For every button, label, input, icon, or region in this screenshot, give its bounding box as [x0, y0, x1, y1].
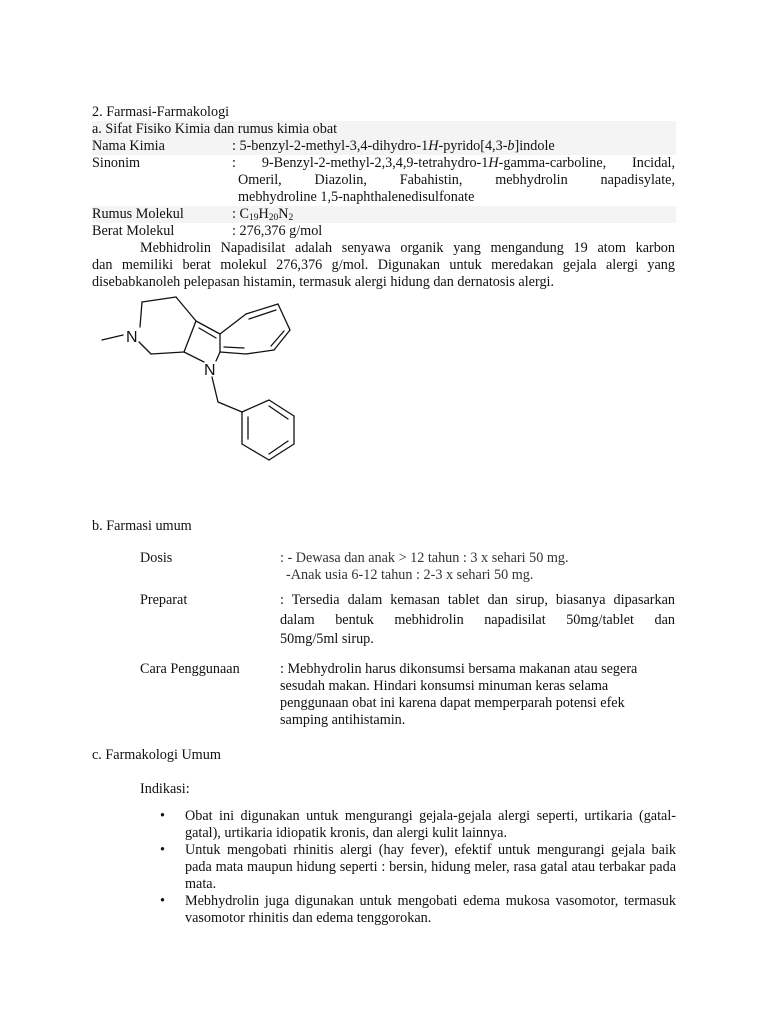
atom-n-indole: N	[204, 362, 216, 379]
berat-molekul-label: Berat Molekul	[92, 223, 175, 239]
cara-penggunaan-label: Cara Penggunaan	[140, 661, 240, 677]
indikasi-item-text: Mebhydrolin juga digunakan untuk mengobati edema mukosa vasomotor, termasuk vasomotor rhinitis dan edema tenggorokan.	[185, 893, 676, 926]
paragraph-line-2: dan memiliki berat molekul 276,376 g/mol. Digunakan untuk meredakan gejala alergi yang	[92, 257, 675, 273]
methyl-bond	[102, 335, 123, 340]
mebhydrolin-structure	[96, 284, 306, 470]
subsection-a-title: a. Sifat Fisiko Kimia dan rumus kimia obat	[92, 121, 338, 137]
dosis-line-1: : - Dewasa dan anak > 12 tahun : 3 x sehari 50 mg.	[280, 550, 569, 566]
cara-line-1: : Mebhydrolin harus dikonsumsi bersama makanan atau segera	[280, 661, 638, 677]
rumus-molekul-value: : $C_{19}H_{20}N_2$	[232, 206, 294, 223]
atom-n-ring: N	[126, 329, 138, 346]
cara-line-4: samping antihistamin.	[280, 712, 406, 728]
list-item	[140, 842, 676, 893]
bullet-icon: •	[160, 842, 165, 858]
section-title: 2. Farmasi-Farmakologi	[92, 104, 230, 120]
nama-kimia-label: Nama Kimia	[92, 138, 165, 154]
list-item	[140, 808, 676, 842]
dosis-line-2: -Anak usia 6-12 tahun : 2-3 x sehari 50 mg.	[286, 567, 534, 583]
indikasi-item-text: Obat ini digunakan untuk mengurangi gejala-gejala alergi seperti, urtikaria (gatal-gatal), urtikaria idiopatik kronis, dan alergi kulit lainnya.	[185, 808, 676, 841]
sinonim-line-2: Omeril, Diazolin, Fabahistin, mebhydrolin napadisylate,	[238, 172, 675, 188]
nama-kimia-value: : 5-benzyl-2-methyl-3,4-dihydro-1H-pyrido[4,3-b]indole	[232, 138, 555, 154]
sinonim-line-1: : 9-Benzyl-2-methyl-2,3,4,9-tetrahydro-1H-gamma-carboline, Incidal,	[232, 155, 675, 171]
bullet-icon: •	[160, 808, 165, 824]
indikasi-label: Indikasi:	[140, 781, 190, 797]
preparat-line-2: dalam bentuk mebhidrolin napadisilat 50mg/tablet dan	[280, 612, 675, 628]
berat-molekul-value: : 276,376 g/mol	[232, 223, 323, 239]
preparat-line-3: 50mg/5ml sirup.	[280, 631, 374, 647]
paragraph-line-3: disebabkanoleh pelepasan histamin, termasuk alergi hidung dan dernatosis alergi.	[92, 274, 555, 290]
paragraph-line-1: Mebhidrolin Napadisilat adalah senyawa organik yang mengandung 19 atom karbon	[140, 240, 675, 256]
preparat-line-1: : Tersedia dalam kemasan tablet dan sirup, biasanya dipasarkan	[280, 592, 675, 608]
rumus-molekul-label: Rumus Molekul	[92, 206, 184, 222]
cara-line-2: sesudah makan. Hindari konsumsi minuman keras selama	[280, 678, 609, 694]
bullet-icon: •	[160, 893, 165, 909]
preparat-label: Preparat	[140, 592, 188, 608]
cara-line-3: penggunaan obat ini karena dapat memperparah potensi efek	[280, 695, 625, 711]
indikasi-list	[140, 808, 676, 927]
indikasi-item-text: Untuk mengobati rhinitis alergi (hay fever), efektif untuk mengurangi gejala baik pada mata maupun hidung seperti : bersin, hidung meler, rasa gatal atau terbakar pada mata.	[185, 842, 676, 892]
dosis-label: Dosis	[140, 550, 173, 566]
subsection-c-title: c. Farmakologi Umum	[92, 747, 221, 763]
sinonim-label: Sinonim	[92, 155, 141, 171]
subsection-b-title: b. Farmasi umum	[92, 518, 192, 534]
list-item	[140, 893, 676, 927]
sinonim-line-3: mebhydroline 1,5-naphthalenedisulfonate	[238, 189, 475, 205]
